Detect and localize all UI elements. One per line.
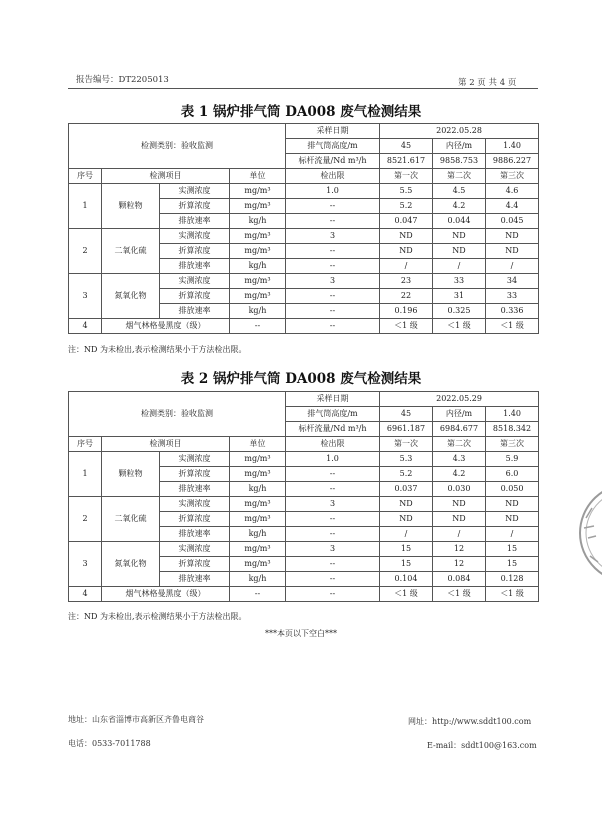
measurement-item: 折算浓度 [160, 244, 230, 259]
result-value: 0.045 [486, 214, 539, 229]
detection-limit: -- [286, 259, 380, 274]
col-header-no: 序号 [69, 169, 102, 184]
measurement-item: 排放速率 [160, 527, 230, 542]
result-value: 0.196 [380, 304, 433, 319]
detection-limit: -- [286, 572, 380, 587]
column-header-row [69, 169, 539, 184]
measurement-item: 排放速率 [160, 214, 230, 229]
result-value: 4.5 [433, 184, 486, 199]
result-value: ND [380, 497, 433, 512]
result-value: 5.2 [380, 199, 433, 214]
result-value: / [486, 527, 539, 542]
measurement-unit: mg/m³ [230, 512, 286, 527]
col-header-limit: 检出限 [286, 169, 380, 184]
measurement-item: 排放速率 [160, 304, 230, 319]
measurement-unit: mg/m³ [230, 467, 286, 482]
measurement-unit: mg/m³ [230, 452, 286, 467]
result-value: / [380, 527, 433, 542]
smoke-unit: -- [230, 587, 286, 602]
sampling-info-row [69, 124, 539, 139]
inner-diameter: 1.40 [486, 139, 539, 154]
data-row [69, 274, 539, 289]
result-value: ND [433, 497, 486, 512]
footer-address: 地址：山东省淄博市高新区齐鲁电商谷 [68, 715, 204, 724]
result-value: ND [380, 229, 433, 244]
col-header-limit: 检出限 [286, 437, 380, 452]
result-value: 0.084 [433, 572, 486, 587]
result-value: 33 [486, 289, 539, 304]
data-row [69, 452, 539, 467]
data-row [69, 542, 539, 557]
measurement-item: 实测浓度 [160, 184, 230, 199]
measurement-unit: mg/m³ [230, 199, 286, 214]
measurement-unit: kg/h [230, 527, 286, 542]
result-value: 4.2 [433, 199, 486, 214]
result-value: / [433, 527, 486, 542]
pollutant-name: 氮氧化物 [102, 274, 160, 319]
detection-limit: 3 [286, 274, 380, 289]
measurement-unit: kg/h [230, 572, 286, 587]
pollutant-number: 1 [69, 184, 102, 229]
measurement-item: 排放速率 [160, 259, 230, 274]
flow-label: 标杆流量/Nd m³/h [286, 422, 380, 437]
result-value: ND [486, 512, 539, 527]
detection-limit: -- [286, 244, 380, 259]
result-value: / [380, 259, 433, 274]
col-header-unit: 单位 [230, 437, 286, 452]
smoke-item: 烟气林格曼黑度（级） [102, 587, 230, 602]
report-number: 报告编号：DT2205013 [76, 75, 169, 85]
pollutant-name: 颗粒物 [102, 184, 160, 229]
smoke-number: 4 [69, 319, 102, 334]
monitoring-category: 检测类别：验收监测 [69, 124, 286, 169]
measurement-unit: kg/h [230, 259, 286, 274]
stack-height-label: 排气筒高度/m [286, 139, 380, 154]
measurement-unit: mg/m³ [230, 497, 286, 512]
sampling-date-label: 采样日期 [286, 392, 380, 407]
col-header-unit: 单位 [230, 169, 286, 184]
measurement-unit: mg/m³ [230, 542, 286, 557]
flow-value: 8518.342 [486, 422, 539, 437]
col-header-item: 检测项目 [102, 169, 230, 184]
smoke-value: ＜1 级 [433, 587, 486, 602]
blank-below-marker: ***本页以下空白*** [265, 629, 337, 638]
pollutant-name: 二氧化硫 [102, 497, 160, 542]
smoke-value: ＜1 级 [433, 319, 486, 334]
result-value: ND [380, 512, 433, 527]
table-1 [68, 123, 539, 334]
pollutant-number: 2 [69, 229, 102, 274]
stack-height: 45 [380, 407, 433, 422]
result-value: 0.128 [486, 572, 539, 587]
table-2 [68, 391, 539, 602]
detection-limit: -- [286, 482, 380, 497]
measurement-unit: kg/h [230, 214, 286, 229]
result-value: ND [433, 229, 486, 244]
footer-website: 网址：http://www.sddt100.com [408, 717, 532, 726]
result-value: ND [486, 497, 539, 512]
result-value: 0.104 [380, 572, 433, 587]
flow-value: 6961.187 [380, 422, 433, 437]
measurement-unit: kg/h [230, 304, 286, 319]
detection-limit: 1.0 [286, 184, 380, 199]
smoke-limit: -- [286, 319, 380, 334]
flow-value: 6984.677 [433, 422, 486, 437]
detection-limit: -- [286, 304, 380, 319]
sampling-date-label: 采样日期 [286, 124, 380, 139]
result-value: 5.9 [486, 452, 539, 467]
smoke-value: ＜1 级 [380, 587, 433, 602]
result-value: 34 [486, 274, 539, 289]
result-value: 4.6 [486, 184, 539, 199]
smoke-density-row [69, 319, 539, 334]
smoke-item: 烟气林格曼黑度（级） [102, 319, 230, 334]
measurement-item: 折算浓度 [160, 557, 230, 572]
inspection-stamp [572, 478, 602, 588]
smoke-unit: -- [230, 319, 286, 334]
measurement-item: 折算浓度 [160, 199, 230, 214]
pollutant-number: 3 [69, 274, 102, 319]
measurement-item: 实测浓度 [160, 452, 230, 467]
sampling-date: 2022.05.28 [380, 124, 539, 139]
smoke-value: ＜1 级 [486, 587, 539, 602]
pollutant-number: 2 [69, 497, 102, 542]
stack-height: 45 [380, 139, 433, 154]
measurement-item: 实测浓度 [160, 229, 230, 244]
flow-label: 标杆流量/Nd m³/h [286, 154, 380, 169]
result-value: 6.0 [486, 467, 539, 482]
measurement-item: 折算浓度 [160, 289, 230, 304]
detection-limit: -- [286, 467, 380, 482]
result-value: / [433, 259, 486, 274]
data-row [69, 497, 539, 512]
result-value: 0.030 [433, 482, 486, 497]
result-value: 0.047 [380, 214, 433, 229]
measurement-item: 实测浓度 [160, 497, 230, 512]
measurement-unit: kg/h [230, 482, 286, 497]
result-value: 4.3 [433, 452, 486, 467]
col-header-run-2: 第二次 [433, 169, 486, 184]
measurement-unit: mg/m³ [230, 557, 286, 572]
measurement-item: 排放速率 [160, 482, 230, 497]
measurement-unit: mg/m³ [230, 244, 286, 259]
result-value: ND [486, 229, 539, 244]
col-header-no: 序号 [69, 437, 102, 452]
detection-limit: -- [286, 289, 380, 304]
table-2-title: 表 2 锅炉排气筒 DA008 废气检测结果 [180, 371, 422, 387]
smoke-density-row [69, 587, 539, 602]
detection-limit: -- [286, 214, 380, 229]
inner-diameter: 1.40 [486, 407, 539, 422]
result-value: 15 [486, 557, 539, 572]
col-header-run-1: 第一次 [380, 437, 433, 452]
flow-value: 9886.227 [486, 154, 539, 169]
measurement-unit: mg/m³ [230, 184, 286, 199]
table-2-note: 注：ND 为未检出,表示检测结果小于方法检出限。 [68, 612, 247, 621]
table-1-title: 表 1 锅炉排气筒 DA008 废气检测结果 [180, 104, 422, 120]
column-header-row [69, 437, 539, 452]
footer-phone: 电话：0533-7011788 [68, 739, 151, 748]
result-value: 15 [486, 542, 539, 557]
stack-height-label: 排气筒高度/m [286, 407, 380, 422]
detection-limit: 1.0 [286, 452, 380, 467]
col-header-run-2: 第二次 [433, 437, 486, 452]
detection-limit: 3 [286, 542, 380, 557]
col-header-item: 检测项目 [102, 437, 230, 452]
result-value: 0.336 [486, 304, 539, 319]
detection-limit: 3 [286, 497, 380, 512]
flow-value: 9858.753 [433, 154, 486, 169]
result-value: ND [433, 512, 486, 527]
smoke-limit: -- [286, 587, 380, 602]
result-value: / [486, 259, 539, 274]
smoke-number: 4 [69, 587, 102, 602]
result-value: 15 [380, 542, 433, 557]
result-value: 5.3 [380, 452, 433, 467]
measurement-item: 实测浓度 [160, 274, 230, 289]
result-value: ND [486, 244, 539, 259]
result-value: ND [380, 244, 433, 259]
result-value: 0.325 [433, 304, 486, 319]
result-value: 0.050 [486, 482, 539, 497]
col-header-run-3: 第三次 [486, 437, 539, 452]
result-value: 4.2 [433, 467, 486, 482]
data-row [69, 229, 539, 244]
result-value: 22 [380, 289, 433, 304]
table-1-note: 注：ND 为未检出,表示检测结果小于方法检出限。 [68, 345, 247, 354]
col-header-run-3: 第三次 [486, 169, 539, 184]
measurement-unit: mg/m³ [230, 229, 286, 244]
pollutant-name: 二氧化硫 [102, 229, 160, 274]
monitoring-category: 检测类别：验收监测 [69, 392, 286, 437]
pollutant-number: 1 [69, 452, 102, 497]
result-value: 15 [380, 557, 433, 572]
measurement-item: 折算浓度 [160, 512, 230, 527]
result-value: 31 [433, 289, 486, 304]
sampling-info-row [69, 392, 539, 407]
result-value: ND [433, 244, 486, 259]
flow-value: 8521.617 [380, 154, 433, 169]
detection-limit: -- [286, 199, 380, 214]
measurement-item: 排放速率 [160, 572, 230, 587]
measurement-unit: mg/m³ [230, 289, 286, 304]
measurement-item: 实测浓度 [160, 542, 230, 557]
result-value: 33 [433, 274, 486, 289]
detection-limit: -- [286, 512, 380, 527]
pollutant-name: 氮氧化物 [102, 542, 160, 587]
inner-diameter-label: 内径/m [433, 139, 486, 154]
col-header-run-1: 第一次 [380, 169, 433, 184]
result-value: 23 [380, 274, 433, 289]
result-value: 12 [433, 542, 486, 557]
sampling-date: 2022.05.29 [380, 392, 539, 407]
measurement-unit: mg/m³ [230, 274, 286, 289]
result-value: 4.4 [486, 199, 539, 214]
pollutant-number: 3 [69, 542, 102, 587]
measurement-item: 折算浓度 [160, 467, 230, 482]
header-rule [68, 88, 538, 89]
inner-diameter-label: 内径/m [433, 407, 486, 422]
data-row [69, 184, 539, 199]
pollutant-name: 颗粒物 [102, 452, 160, 497]
footer-email: E-mail：sddt100@163.com [427, 741, 537, 750]
detection-limit: -- [286, 527, 380, 542]
smoke-value: ＜1 级 [486, 319, 539, 334]
page-indicator: 第 2 页 共 4 页 [458, 78, 517, 88]
smoke-value: ＜1 级 [380, 319, 433, 334]
detection-limit: -- [286, 557, 380, 572]
detection-limit: 3 [286, 229, 380, 244]
result-value: 5.5 [380, 184, 433, 199]
result-value: 12 [433, 557, 486, 572]
result-value: 0.044 [433, 214, 486, 229]
result-value: 0.037 [380, 482, 433, 497]
result-value: 5.2 [380, 467, 433, 482]
